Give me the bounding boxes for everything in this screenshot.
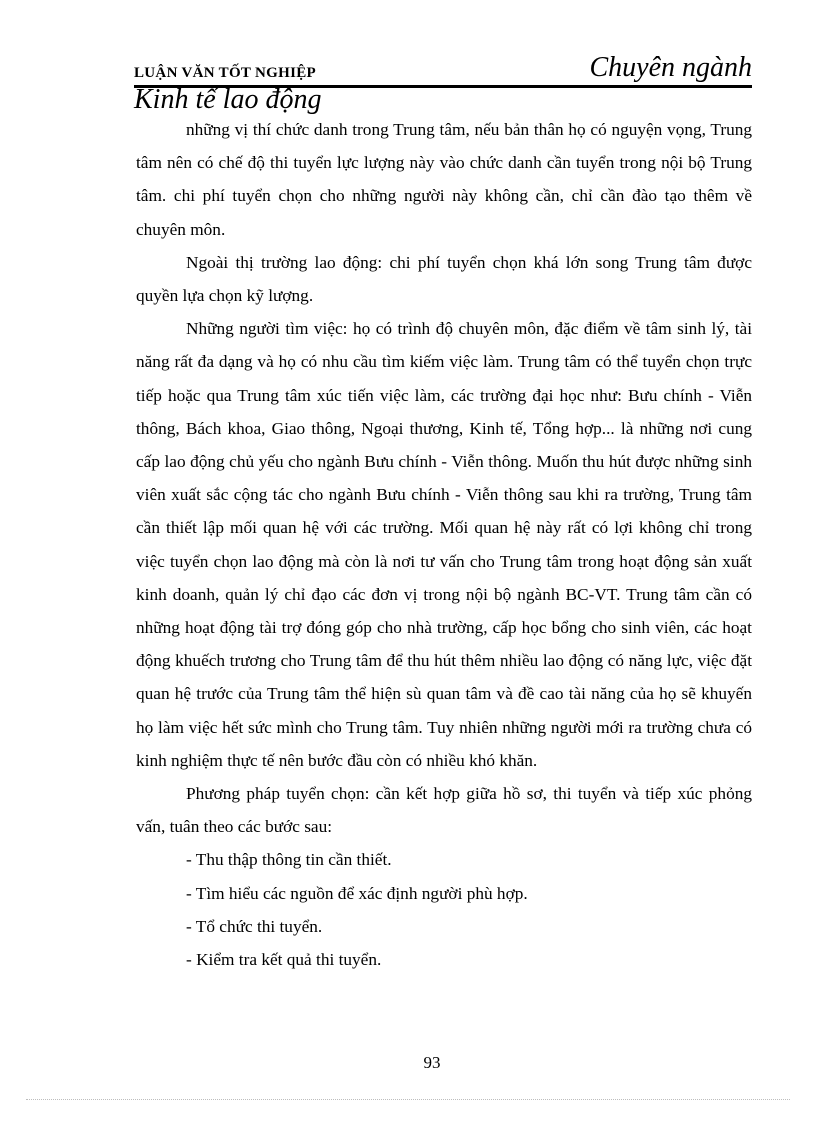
header-thesis-label: LUẬN VĂN TỐT NGHIỆP: [134, 65, 316, 81]
page-header: [134, 50, 752, 84]
paragraph: Ngoài thị trường lao động: chi phí tuyển chọn khá lớn song Trung tâm được quyền lựa chọn kỹ lượng.: [136, 252, 752, 306]
header-major-label: Chuyên ngành: [589, 52, 752, 83]
list-item: - Tìm hiểu các nguồn để xác định người phù hợp.: [186, 883, 528, 903]
list-item: - Thu thập thông tin cần thiết.: [186, 850, 392, 870]
page-number: 93: [423, 1053, 441, 1072]
list-item: - Kiểm tra kết quả thi tuyển.: [186, 950, 382, 970]
list-item: - Tổ chức thi tuyển.: [186, 916, 323, 936]
paragraph: Những người tìm việc: họ có trình độ chuyên môn, đặc điểm về tâm sinh lý, tài năng rất đa dạng và họ có nhu cầu tìm kiếm việc làm. Trung tâm có thể tuyển chọn trực tiếp hoặc qua Trung tâm xúc tiến việc làm, các trường đại học như: Bưu chính - Viễn thông, Bách khoa, Giao thông, Ngoại thương, Kinh tế, Tổng hợp... là những nơi cung cấp lao động chủ yếu cho ngành Bưu chính - Viễn thông. Muốn thu hút được những sinh viên xuất sắc cộng tác cho ngành Bưu chính - Viễn thông sau khi ra trường, Trung tâm cần thiết lập mối quan hệ với các trường. Mối quan hệ này rất có lợi không chỉ trong việc tuyển chọn lao động mà còn là nơi tư vấn cho Trung tâm trong hoạt động sản xuất kinh doanh, quản lý chỉ đạo các đơn vị trong nội bộ ngành BC-VT. Trung tâm cần có những hoạt động tài trợ đóng góp cho nhà trường, cấp học bổng cho sinh viên, các hoạt động khuếch trương cho Trung tâm để thu hút thêm nhiều lao động có năng lực, việc đặt quan hệ trước của Trung tâm thể hiện sù quan tâm và đề cao tài năng của họ sẽ khuyến họ làm việc hết sức mình cho Trung tâm. Tuy nhiên những người mới ra trường chưa có kinh nghiệm thực tế nên bước đầu còn có nhiều khó khăn.: [136, 319, 752, 770]
header-subject: Kinh tế lao động: [134, 84, 322, 115]
page-bottom-divider: [26, 1099, 790, 1100]
paragraph: những vị thí chức danh trong Trung tâm, nếu bản thân họ có nguyện vọng, Trung tâm nên có chế độ thi tuyển lực lượng này vào chức danh cần tuyển trong nội bộ Trung tâm. chi phí tuyển chọn cho những người này không cần, chỉ cần đào tạo thêm về chuyên môn.: [136, 120, 752, 239]
paragraph: Phương pháp tuyển chọn: cần kết hợp giữa hồ sơ, thi tuyển và tiếp xúc phỏng vấn, tuân theo các bước sau:: [136, 784, 752, 837]
body-text: [136, 113, 752, 976]
